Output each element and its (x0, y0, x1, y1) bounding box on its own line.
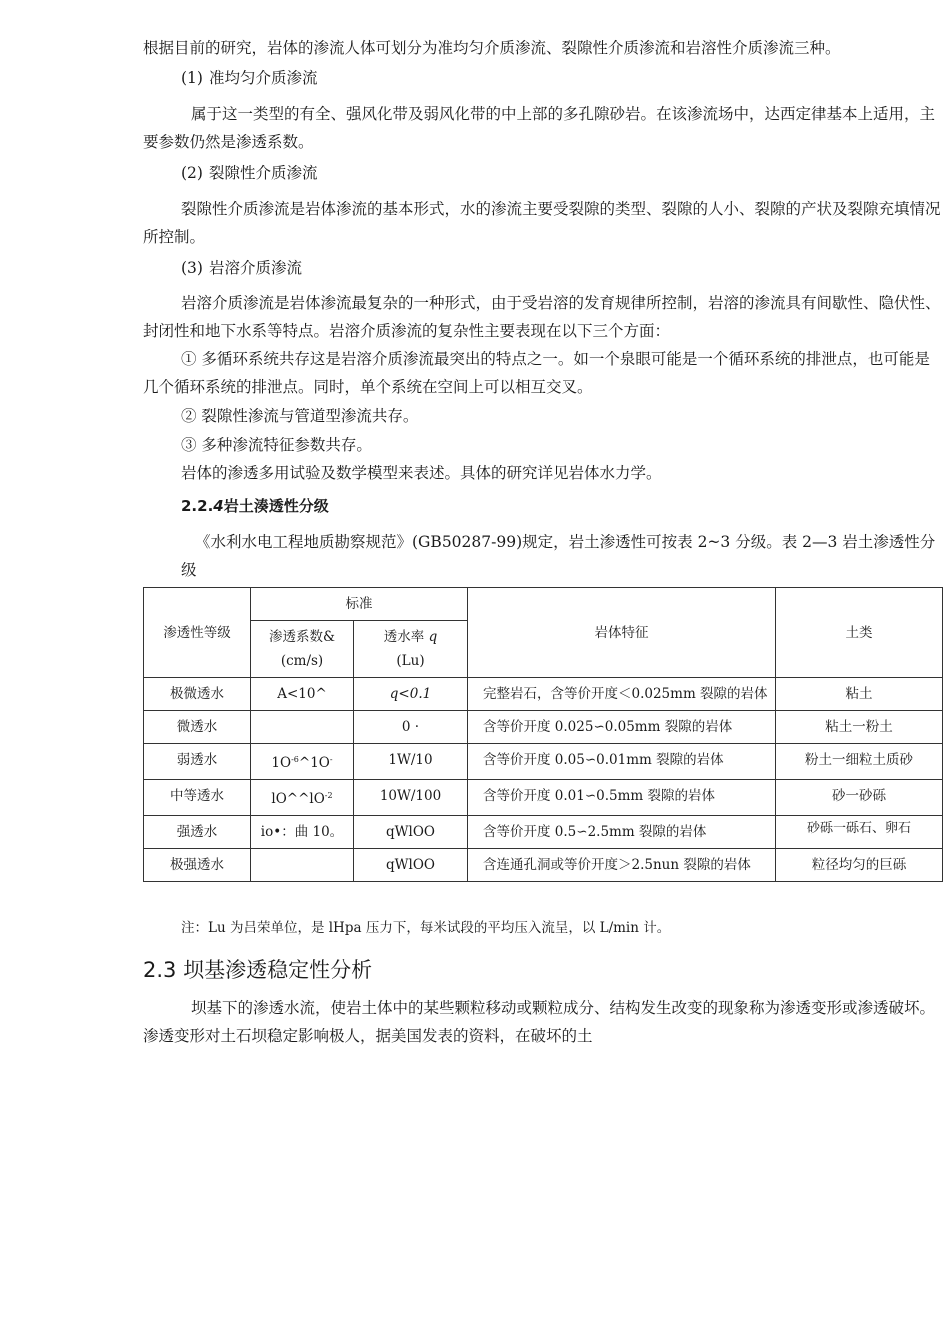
table-note: 注：Lu 为吕荣单位，是 lHpa 压力下，每米试段的平均压入流呈，以 L/min 计。 (181, 920, 671, 936)
cell-rate (354, 678, 468, 711)
section-number-italic: 4 (213, 497, 224, 515)
cell-rock: 含等价开度 0.5∽2.5mm 裂隙的岩体 (468, 816, 776, 849)
item2-title: 裂隙性介质渗流 (209, 164, 318, 182)
item1-number: (1) (181, 69, 203, 87)
header-grade: 渗透性等级 (144, 588, 251, 678)
item1-heading (181, 67, 318, 89)
cell-coef: A<10^ (251, 678, 354, 711)
header-rock: 岩体特征 (468, 588, 776, 678)
cell-coef-part: ^1O (298, 755, 330, 771)
cell-coef-sup: - (329, 755, 333, 764)
table-row (144, 849, 943, 882)
item3-number: (3) (181, 259, 203, 277)
item1-title: 准均匀介质渗流 (209, 69, 318, 87)
closing-sentence: 岩体的渗透多用试验及数学模型来表述。具体的研究详见岩体水力学。 (181, 464, 662, 482)
cell-soil: 砂一砂砾 (776, 780, 943, 816)
cell-rock: 含连通孔洞或等价开度＞2.5nun 裂隙的岩体 (468, 849, 776, 882)
header-soil: 土类 (776, 588, 943, 678)
cell-coef-sup: -2 (324, 791, 333, 800)
cell-soil: 粉土一细粒土质砂 (776, 744, 943, 780)
header-coef (251, 621, 354, 678)
cell-rate-value: q<0.1 (389, 686, 432, 702)
cell-grade: 中等透水 (144, 780, 251, 816)
point-2: ② 裂隙性渗流与管道型渗流共存。 (181, 407, 419, 425)
item2-number: (2) (181, 164, 203, 182)
point-1: ① 多循环系统共存这是岩溶介质渗流最突出的特点之一。如一个泉眼可能是一个循环系统的排泄点，也可能是几个循环系统的排泄点。同时，单个系统在空间上可以相互交叉。 (143, 350, 930, 396)
item1-body: 属于这一类型的有全、强风化带及弱风化带的中上部的多孔隙砂岩。在该渗流场中，达西定律基本上适用，主要参数仍然是渗透系数。 (143, 105, 936, 151)
cell-rate: qWlOO (354, 849, 468, 882)
header-rate-unit: (Lu) (396, 653, 425, 669)
header-coef-label: 渗透系数& (268, 629, 336, 645)
cell-rock: 含等价开度 0.025∽0.05mm 裂隙的岩体 (468, 711, 776, 744)
cell-rock: 含等价开度 0.01∽0.5mm 裂隙的岩体 (468, 780, 776, 816)
item3-title: 岩溶介质渗流 (209, 259, 303, 277)
header-coef-unit: (cm/s) (280, 653, 324, 669)
cell-rate: 1W/10 (354, 744, 468, 780)
cell-rock: 完整岩石，含等价开度＜0.025mm 裂隙的岩体 (468, 678, 776, 711)
table-row (144, 744, 943, 780)
cell-coef (251, 849, 354, 882)
header-rate (354, 621, 468, 678)
point-3: ③ 多种渗流特征参数共存。 (181, 436, 372, 454)
header-rate-label: 透水率 (383, 629, 425, 645)
cell-rock: 含等价开度 0.05∽0.01mm 裂隙的岩体 (468, 744, 776, 780)
header-standard: 标准 (251, 588, 468, 621)
table-row (144, 711, 943, 744)
item2-body: 裂隙性介质渗流是岩体渗流的基本形式，水的渗流主要受裂隙的类型、裂隙的人小、裂隙的产状及裂隙充填情况所控制。 (143, 200, 941, 246)
cell-coef (251, 711, 354, 744)
cell-coef-part: lO^^lO (271, 791, 325, 807)
item3-heading (181, 257, 302, 279)
intro-paragraph: 根据目前的研究，岩体的渗流人体可划分为准均匀介质渗流、裂隙性介质渗流和岩溶性介质渗流三种。 (143, 39, 841, 57)
permeability-table (143, 587, 943, 882)
cell-soil: 砂砾一砾石、卵石 (776, 816, 943, 849)
table-row (144, 816, 943, 849)
cell-coef (251, 744, 354, 780)
cell-grade: 微透水 (144, 711, 251, 744)
item2-heading (181, 162, 318, 184)
spec-paragraph: 《水利水电工程地质勘察规范》(GB50287-99)规定，岩土渗透性可按表 2~3 分级。表 2—3 岩土渗透性分级 (181, 533, 936, 579)
cell-coef-sup: -6 (291, 755, 299, 764)
cell-grade: 弱透水 (144, 744, 251, 780)
section-title: 岩土湊透性分级 (223, 497, 329, 515)
cell-grade: 极强透水 (144, 849, 251, 882)
cell-coef: io•：曲 10。 (251, 816, 354, 849)
section-heading-2-2-4 (181, 495, 329, 517)
section-heading-2-3: 2.3 坝基渗透稳定性分析 (143, 958, 373, 982)
cell-coef-part: 1O (271, 755, 292, 771)
cell-grade: 极微透水 (144, 678, 251, 711)
section-number: 2.2. (181, 497, 214, 515)
cell-soil: 粘土 (776, 678, 943, 711)
cell-soil: 粘土一粉土 (776, 711, 943, 744)
table-row (144, 678, 943, 711)
table-row (144, 780, 943, 816)
cell-soil: 粒径均匀的巨砾 (776, 849, 943, 882)
cell-rate: qWlOO (354, 816, 468, 849)
header-rate-symbol: q (428, 629, 438, 645)
cell-grade: 强透水 (144, 816, 251, 849)
item3-body: 岩溶介质渗流是岩体渗流最复杂的一种形式，由于受岩溶的发育规律所控制，岩溶的渗流具有间歇性、隐伏性、封闭性和地下水系等特点。岩溶介质渗流的复杂性主要表现在以下三个方面： (143, 294, 941, 340)
final-paragraph: 坝基下的渗透水流，使岩土体中的某些颗粒移动或颗粒成分、结构发生改变的现象称为渗透变形或渗透破坏。渗透变形对土石坝稳定影响极人，据美国发表的资料，在破坏的土 (143, 999, 936, 1045)
cell-rate: 10W/100 (354, 780, 468, 816)
cell-rate: 0 · (354, 711, 468, 744)
cell-coef (251, 780, 354, 816)
